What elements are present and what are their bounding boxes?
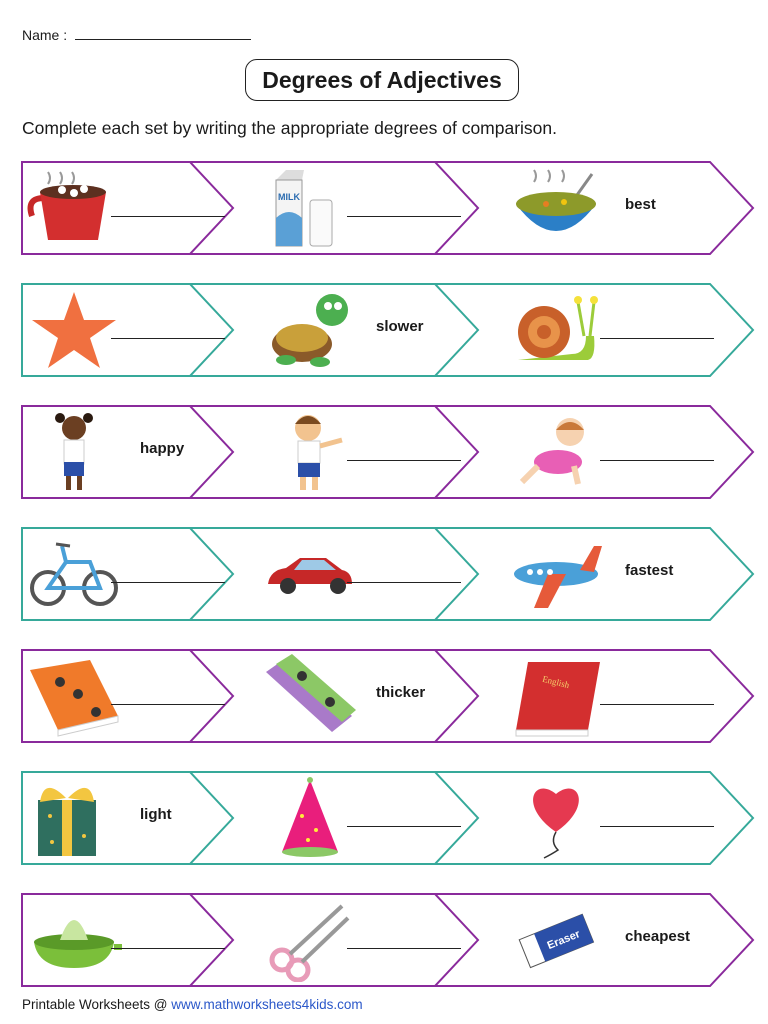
answer-blank[interactable] xyxy=(111,948,225,949)
crawling-baby-icon xyxy=(508,410,604,494)
scissors-icon xyxy=(262,898,358,982)
red-english-book-icon xyxy=(508,654,604,738)
exercise-row-4 xyxy=(0,526,768,622)
answer-blank[interactable] xyxy=(111,338,225,339)
answer-blank[interactable] xyxy=(347,582,461,583)
hot-cocoa-cup-icon xyxy=(26,166,122,250)
exercise-row-5 xyxy=(0,648,768,744)
answer-blank[interactable] xyxy=(347,948,461,949)
girl-icon xyxy=(26,410,122,494)
answer-blank[interactable] xyxy=(111,704,225,705)
milk-carton-and-glass-icon xyxy=(262,166,358,250)
answer-blank[interactable] xyxy=(600,826,714,827)
answer-blank[interactable] xyxy=(600,460,714,461)
given-adjective: best xyxy=(625,196,656,213)
name-label: Name : xyxy=(22,27,68,43)
airplane-icon xyxy=(508,532,604,616)
exercise-row-3 xyxy=(0,404,768,500)
footer-prefix: Printable Worksheets @ xyxy=(22,997,172,1012)
svg-text:MILK: MILK xyxy=(278,192,300,202)
heart-balloon-icon xyxy=(508,776,604,860)
instructions: Complete each set by writing the appropriate degrees of comparison. xyxy=(22,118,558,138)
name-field-line[interactable] xyxy=(75,27,251,40)
exercise-row-6 xyxy=(0,770,768,866)
eraser-icon xyxy=(508,898,604,982)
orange-book-icon xyxy=(26,654,122,738)
page-title: Degrees of Adjectives xyxy=(245,59,519,101)
exercise-row-7 xyxy=(0,892,768,988)
turtle-icon xyxy=(262,288,358,372)
soup-bowl-icon xyxy=(508,166,604,250)
name-row xyxy=(22,27,251,43)
green-book-icon xyxy=(262,654,358,738)
starfish-icon xyxy=(26,288,122,372)
gift-box-icon xyxy=(26,776,122,860)
svg-text:English: English xyxy=(541,673,571,691)
lime-juicer-icon xyxy=(26,898,122,982)
snail-icon xyxy=(508,288,604,372)
footer-url[interactable]: www.mathworksheets4kids.com xyxy=(171,997,363,1012)
exercise-row-1 xyxy=(0,160,768,256)
answer-blank[interactable] xyxy=(600,704,714,705)
svg-text:Eraser: Eraser xyxy=(545,928,582,953)
party-hat-icon xyxy=(262,776,358,860)
answer-blank[interactable] xyxy=(600,338,714,339)
boy-icon xyxy=(262,410,358,494)
answer-blank[interactable] xyxy=(347,460,461,461)
given-adjective: fastest xyxy=(625,562,674,579)
car-icon xyxy=(262,532,358,616)
given-adjective: slower xyxy=(376,318,424,335)
exercise-row-2 xyxy=(0,282,768,378)
given-adjective: cheapest xyxy=(625,928,691,945)
given-adjective: thicker xyxy=(376,684,426,701)
footer xyxy=(22,997,363,1012)
answer-blank[interactable] xyxy=(111,216,225,217)
given-adjective: light xyxy=(140,806,172,823)
answer-blank[interactable] xyxy=(111,582,225,583)
answer-blank[interactable] xyxy=(347,216,461,217)
answer-blank[interactable] xyxy=(347,826,461,827)
given-adjective: happy xyxy=(140,440,185,457)
bicycle-icon xyxy=(26,532,122,616)
